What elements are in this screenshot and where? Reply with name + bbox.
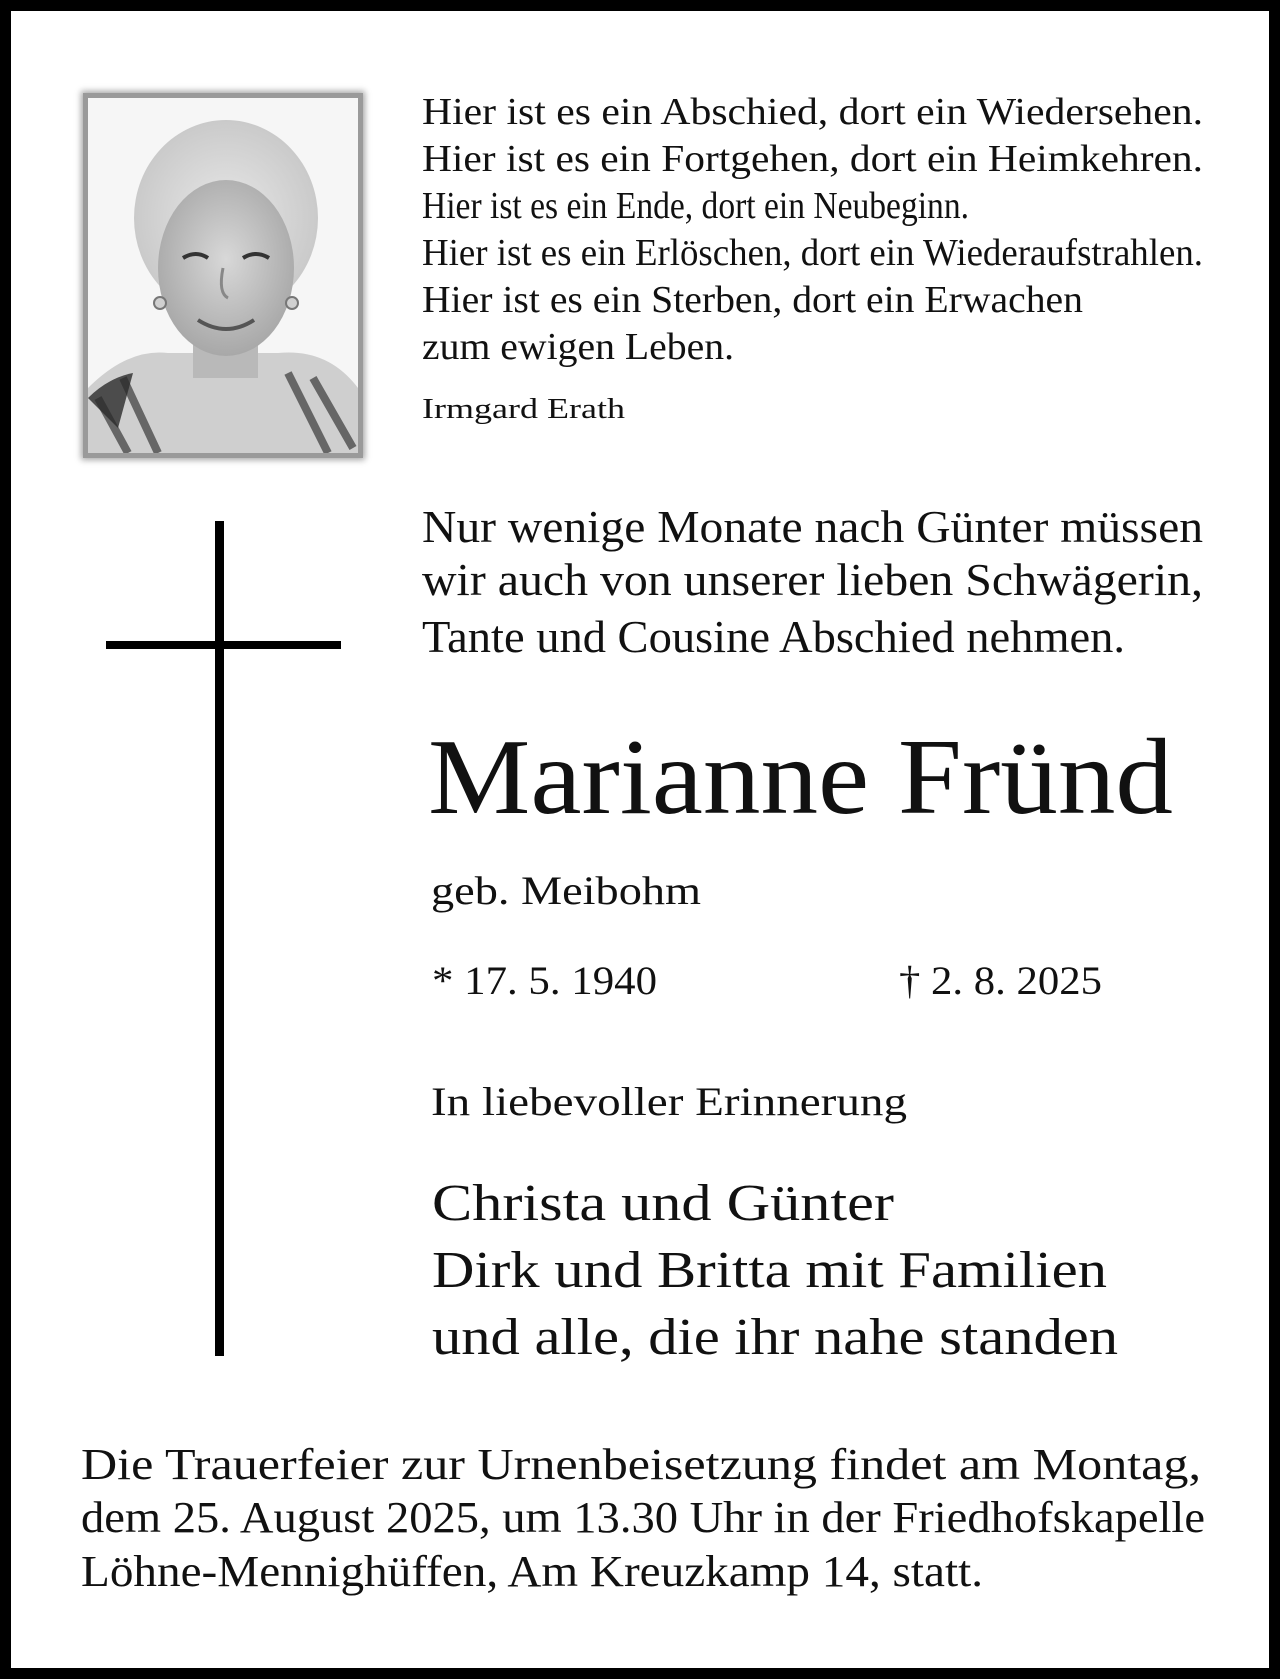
- poem-line: Hier ist es ein Fortgehen, dort ein Heimkehren.: [422, 138, 1203, 180]
- deceased-name: Marianne Fründ: [428, 718, 1173, 837]
- poem-line: Hier ist es ein Sterben, dort ein Erwachen: [422, 279, 1083, 321]
- intro-line: Nur wenige Monate nach Günter müssen: [422, 501, 1203, 552]
- intro-line: Tante und Cousine Abschied nehmen.: [422, 611, 1125, 662]
- mourner-line: Christa und Günter: [432, 1175, 894, 1232]
- service-line: Die Trauerfeier zur Urnenbeisetzung findet am Montag,: [81, 1440, 1201, 1489]
- mourner-line: Dirk und Britta mit Familien: [432, 1242, 1107, 1299]
- death-date: † 2. 8. 2025: [899, 958, 1102, 1003]
- cross-horizontal-bar: [106, 641, 341, 649]
- poem-line: Hier ist es ein Erlöschen, dort ein Wiederaufstrahlen.: [422, 232, 1203, 274]
- birth-date: * 17. 5. 1940: [432, 958, 657, 1003]
- remembrance-line: In liebevoller Erinnerung: [431, 1079, 907, 1124]
- service-line: Löhne-Mennighüffen, Am Kreuzkamp 14, statt.: [81, 1547, 983, 1596]
- intro-line: wir auch von unserer lieben Schwägerin,: [422, 554, 1203, 605]
- mourner-line: und alle, die ihr nahe standen: [432, 1309, 1118, 1366]
- portrait-photo: [83, 93, 363, 458]
- maiden-name: geb. Meibohm: [431, 868, 701, 913]
- portrait-image-icon: [88, 98, 358, 453]
- poem-line: zum ewigen Leben.: [422, 326, 734, 368]
- poem-author: Irmgard Erath: [422, 394, 625, 425]
- poem-line: Hier ist es ein Ende, dort ein Neubeginn.: [422, 185, 969, 227]
- poem-line: Hier ist es ein Abschied, dort ein Wiedersehen.: [422, 91, 1203, 133]
- service-line: dem 25. August 2025, um 13.30 Uhr in der Friedhofskapelle: [81, 1493, 1205, 1542]
